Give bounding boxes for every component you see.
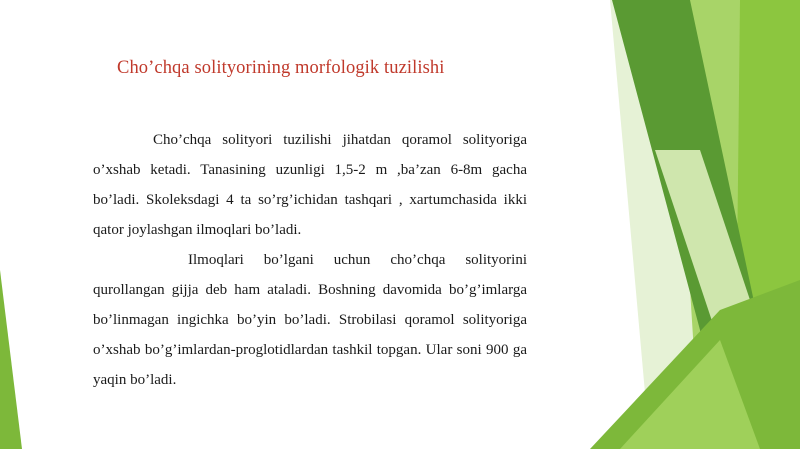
- paragraph-2: Ilmoqlari bo’lgani uchun cho’chqa solityorini qurollangan gijja deb ham ataladi. Boshning davomida bo’g’imlarga bo’linmagan ingichka bo’yin bo’ladi. Strobilasi qoramol solityoriga o’xshab bo’g’imlardan-proglotidlardan tashkil topgan. Ular soni 900 ga yaqin bo’ladi.: [93, 252, 527, 388]
- slide-title: Cho’chqa solityorining morfologik tuzilishi: [117, 58, 445, 78]
- slide-body: [93, 125, 527, 395]
- facet-left-accent: [0, 270, 22, 449]
- paragraph-1: Cho’chqa solityori tuzilishi jihatdan qoramol solityoriga o’xshab ketadi. Tanasining uzunligi 1,5-2 m ,ba’zan 6-8m gacha bo’ladi. Skoleksdagi 4 ta so’rg’ichidan tashqari , xartumchasida ikki qator joylashgan ilmoqlari bo’ladi.: [93, 132, 527, 238]
